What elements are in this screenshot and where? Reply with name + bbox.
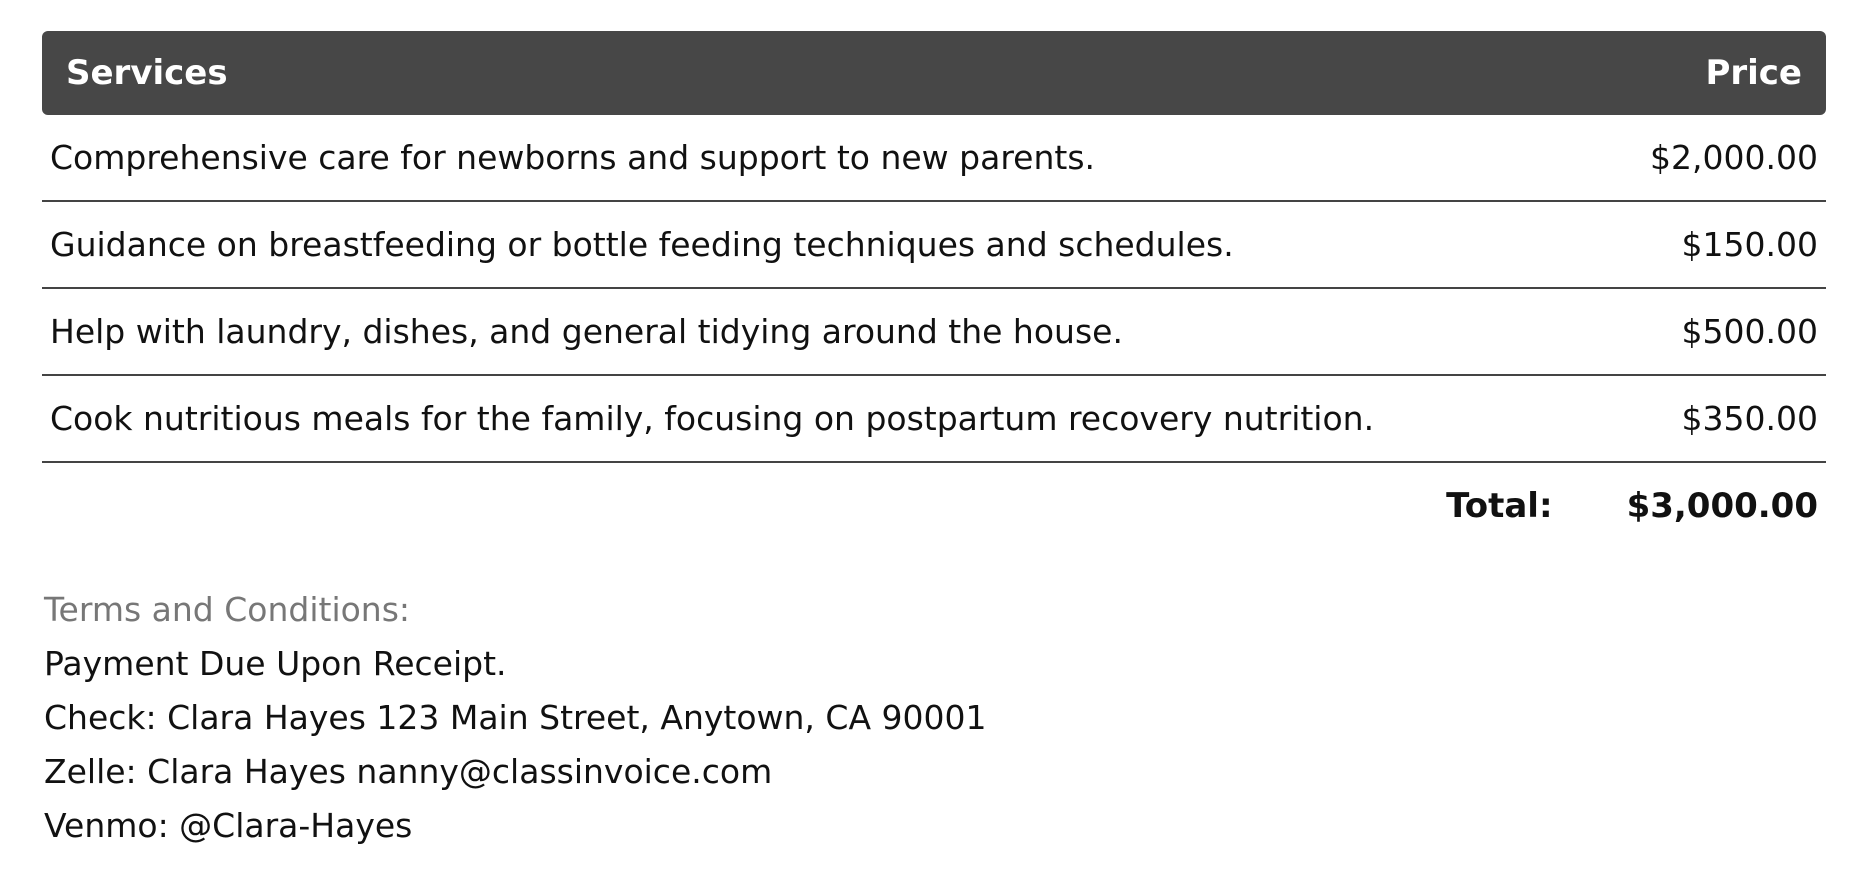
table-row <box>42 202 1826 289</box>
terms-and-conditions <box>44 583 987 853</box>
price-column-header: Price <box>1705 53 1802 93</box>
services-table <box>42 31 1826 549</box>
total-row <box>42 463 1826 549</box>
venmo-payment-line: Venmo: @Clara-Hayes <box>44 806 413 845</box>
service-description: Guidance on breastfeeding or bottle feeding techniques and schedules. <box>50 225 1234 264</box>
total-label: Total: <box>1446 486 1553 526</box>
service-price: $500.00 <box>1681 312 1818 351</box>
zelle-payment-line: Zelle: Clara Hayes nanny@classinvoice.com <box>44 752 773 791</box>
check-payment-line: Check: Clara Hayes 123 Main Street, Anytown, CA 90001 <box>44 698 987 737</box>
table-row <box>42 289 1826 376</box>
service-description: Cook nutritious meals for the family, focusing on postpartum recovery nutrition. <box>50 399 1375 438</box>
table-header <box>42 31 1826 115</box>
payment-due-line: Payment Due Upon Receipt. <box>44 644 507 683</box>
total-value: $3,000.00 <box>1626 486 1818 526</box>
service-description: Help with laundry, dishes, and general tidying around the house. <box>50 312 1123 351</box>
service-price: $350.00 <box>1681 399 1818 438</box>
services-column-header: Services <box>66 53 228 93</box>
table-row <box>42 376 1826 463</box>
terms-title: Terms and Conditions: <box>44 590 411 629</box>
table-row <box>42 115 1826 202</box>
service-description: Comprehensive care for newborns and support to new parents. <box>50 138 1096 177</box>
service-price: $150.00 <box>1681 225 1818 264</box>
service-price: $2,000.00 <box>1650 138 1818 177</box>
